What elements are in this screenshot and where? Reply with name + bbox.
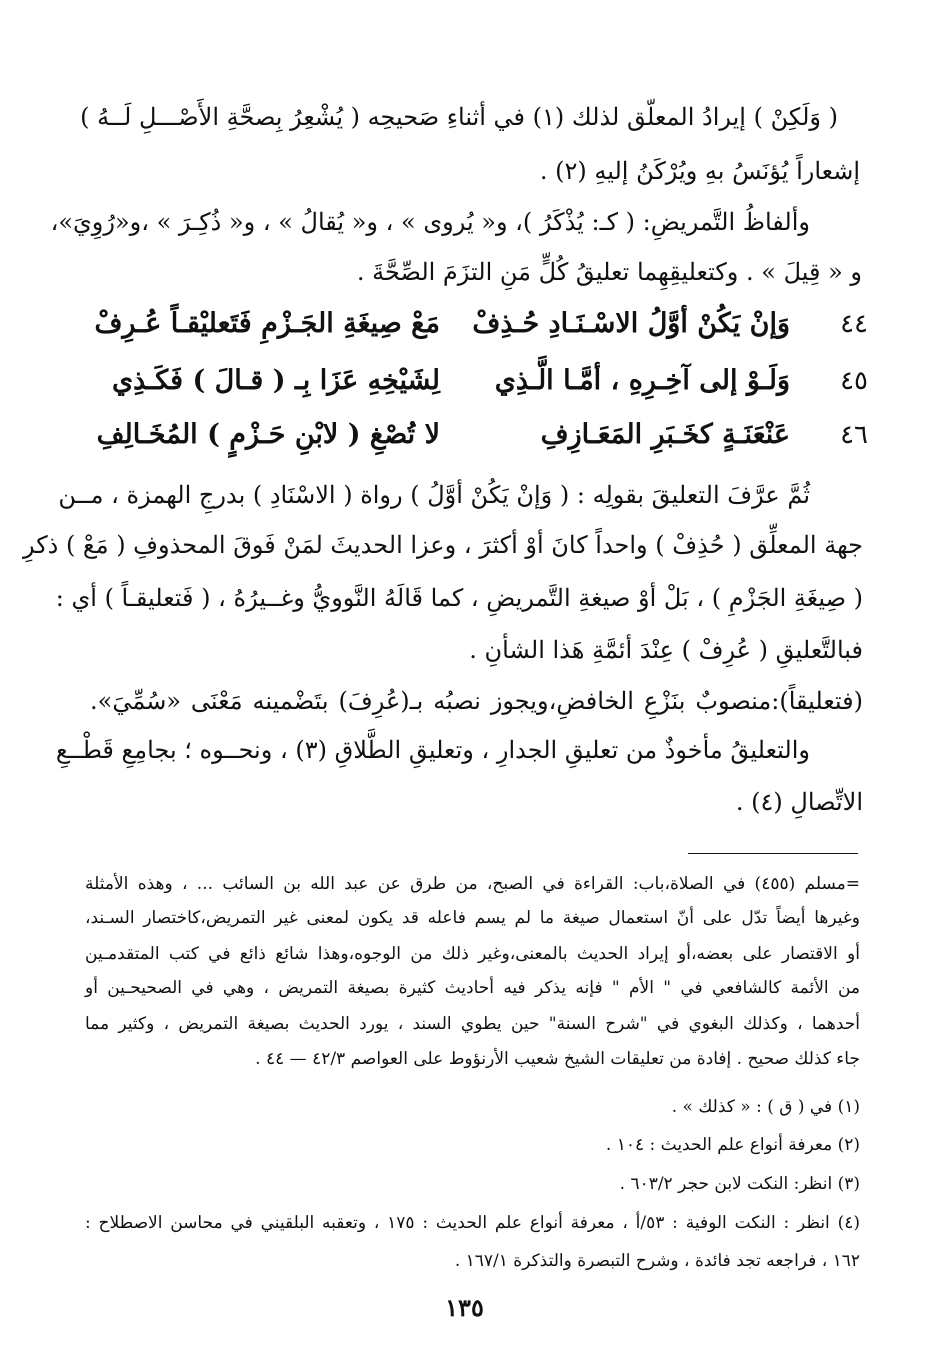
- footnote-4-continuation: ١٦٢ ، فراجعه تجد فائدة ، وشرح التبصرة والتذكرة ١٦٧/١ .: [454, 1251, 860, 1271]
- page-number: ١٣٥: [445, 1293, 484, 1322]
- body-line-4: و « قِيلَ » . وكتعليقِهِما تعليقُ كُلٍّ مَنِ التزَمَ الصِّحَّةَ .: [356, 258, 862, 286]
- body-line-11: الاتِّصالِ (٤) .: [735, 788, 863, 816]
- footnote-continuation-line: أحدهما ، وكذلك البغوي في "شرح السنة" حين يطوي السند ، يورد الحديث بصيغة التمريض ، وكثير مما: [85, 1014, 860, 1034]
- footnote-separator: [688, 853, 858, 854]
- footnote-continuation-line: جاء كذلك صحيح . إفادة من تعليقات الشيخ شعيب الأرنؤوط على العواصم ٤٢/٣ — ٤٤ .: [255, 1049, 860, 1069]
- body-line-2: إشعاراً يُؤنَسُ بهِ ويُرْكَنُ إليهِ (٢) .: [539, 157, 860, 185]
- body-line-8: فبالتَّعليقِ ( عُرِفْ ) عِنْدَ أئمَّةِ هَذا الشأنِ .: [469, 636, 863, 664]
- body-line-7: ( صِيغَةِ الجَزْمِ ) ، بَلْ أوْ صيغةِ التَّمريضِ ، كما قَالَهُ النَّوويُّ وغــيرُهُ ، ( فَتعليقـاً ) أي :: [55, 584, 863, 612]
- body-line-6: جهة المعلِّق ( حُذِفْ ) واحداً كانَ أوْ أكثرَ ، وعزا الحديثَ لمَنْ فَوقَ المحذوفِ ( مَعْ ) ذكرِ: [22, 531, 863, 559]
- footnote-continuation-line: أو الاقتصار على بعضه،أو إيراد الحديث بالمعنى،وغير ذلك من الوجوه،وهذا شائع ذائع في كتب المتقدمـين: [85, 944, 860, 964]
- verse-number: ٤٦: [840, 420, 868, 450]
- body-line-9: (فتعليقاً):منصوبٌ بنَزْعِ الخافضِ،ويجوز نصبُه بـ(عُرِفَ) بتَضْمينه مَعْنَى «سُمِّيَ».: [90, 687, 863, 715]
- verse-number: ٤٤: [840, 309, 868, 339]
- verse-hemistich-right: عَنْعَنَـةٍ كخَـبَرِ المَعَـازِفِ: [540, 419, 790, 450]
- footnote-continuation-line: وغيرها أيضاً تدّل على أنّ استعمال صيغة ما لم يسم فاعله قد يكون لمعنى غير التمريض،كاختصار السـند،: [85, 908, 860, 928]
- footnote-4: (٤) انظر : النكت الوفية : ٥٣/أ ، معرفة أنواع علم الحديث : ١٧٥ ، وتعقبه البلقيني في محاسن الاصطلاح :: [85, 1213, 860, 1233]
- footnote-3: (٣) انظر: النكت لابن حجر ٦٠٣/٢ .: [619, 1174, 860, 1194]
- verse-hemistich-right: وَلَـوْ إلى آخِـرِهِ ، أمَّـا الَّـذِي: [494, 365, 790, 396]
- verse-hemistich-left: مَعْ صِيغَةِ الجَـزْمِ فَتَعليْقـاً عُـرِفْ: [94, 308, 440, 339]
- body-line-1: ( وَلَكِنْ ) إيرادُ المعلّق لذلك (١) في أثناءِ صَحيحِه ( يُشْعِرُ بِصحَّةِ الأَصْـــلِ لَــهُ ): [80, 103, 838, 131]
- body-line-5: ثُمَّ عرَّفَ التعليقَ بقولِه : ( وَإنْ يَكُنْ أوَّلُ ) رواة ( الاسْنَادِ ) بدرجِ الهمزة ، مــن: [58, 481, 810, 509]
- verse-number: ٤٥: [840, 366, 868, 396]
- verse-hemistich-left: لِشَيْخِهِ عَزَا بِـ ( قـالَ ) فَكَـذِي: [112, 365, 440, 396]
- body-line-3: وألفاظُ التَّمريضِ: ( كـ: يُذْكَرُ )، و« يُروى » ، و« يُقالُ » ، و« ذُكِـرَ » ،و«رُوِيَ»،: [50, 208, 810, 236]
- footnote-1: (١) في ( ق ) : « كذلك » .: [671, 1097, 860, 1117]
- footnote-continuation-line: من الأئمة كالشافعي في " الأم " فإنه يذكر فيه أحاديث كثيرة بصيغة التمريض ، وهي في الصحيحـين أو: [85, 978, 860, 998]
- verse-hemistich-right: وَإنْ يَكُنْ أوَّلُ الاسْـنَـادِ حُـذِفْ: [472, 308, 790, 339]
- body-line-10: والتعليقُ مأخوذٌ من تعليقِ الجدارِ ، وتعليقِ الطَّلاقِ (٣) ، ونحــوه ؛ بجامِعِ قَطْــعِ: [55, 736, 810, 764]
- footnote-continuation-line: =مسلم (٤٥٥) في الصلاة،باب: القراءة في الصبح، من طرق عن عبد الله بن السائب ... ، وهذه الأمثلة: [85, 874, 860, 894]
- verse-hemistich-left: لا تُصْغِ ( لابْنِ حَـزْمٍ ) المُخَـالِفِ: [96, 419, 440, 450]
- footnote-2: (٢) معرفة أنواع علم الحديث : ١٠٤ .: [605, 1135, 860, 1155]
